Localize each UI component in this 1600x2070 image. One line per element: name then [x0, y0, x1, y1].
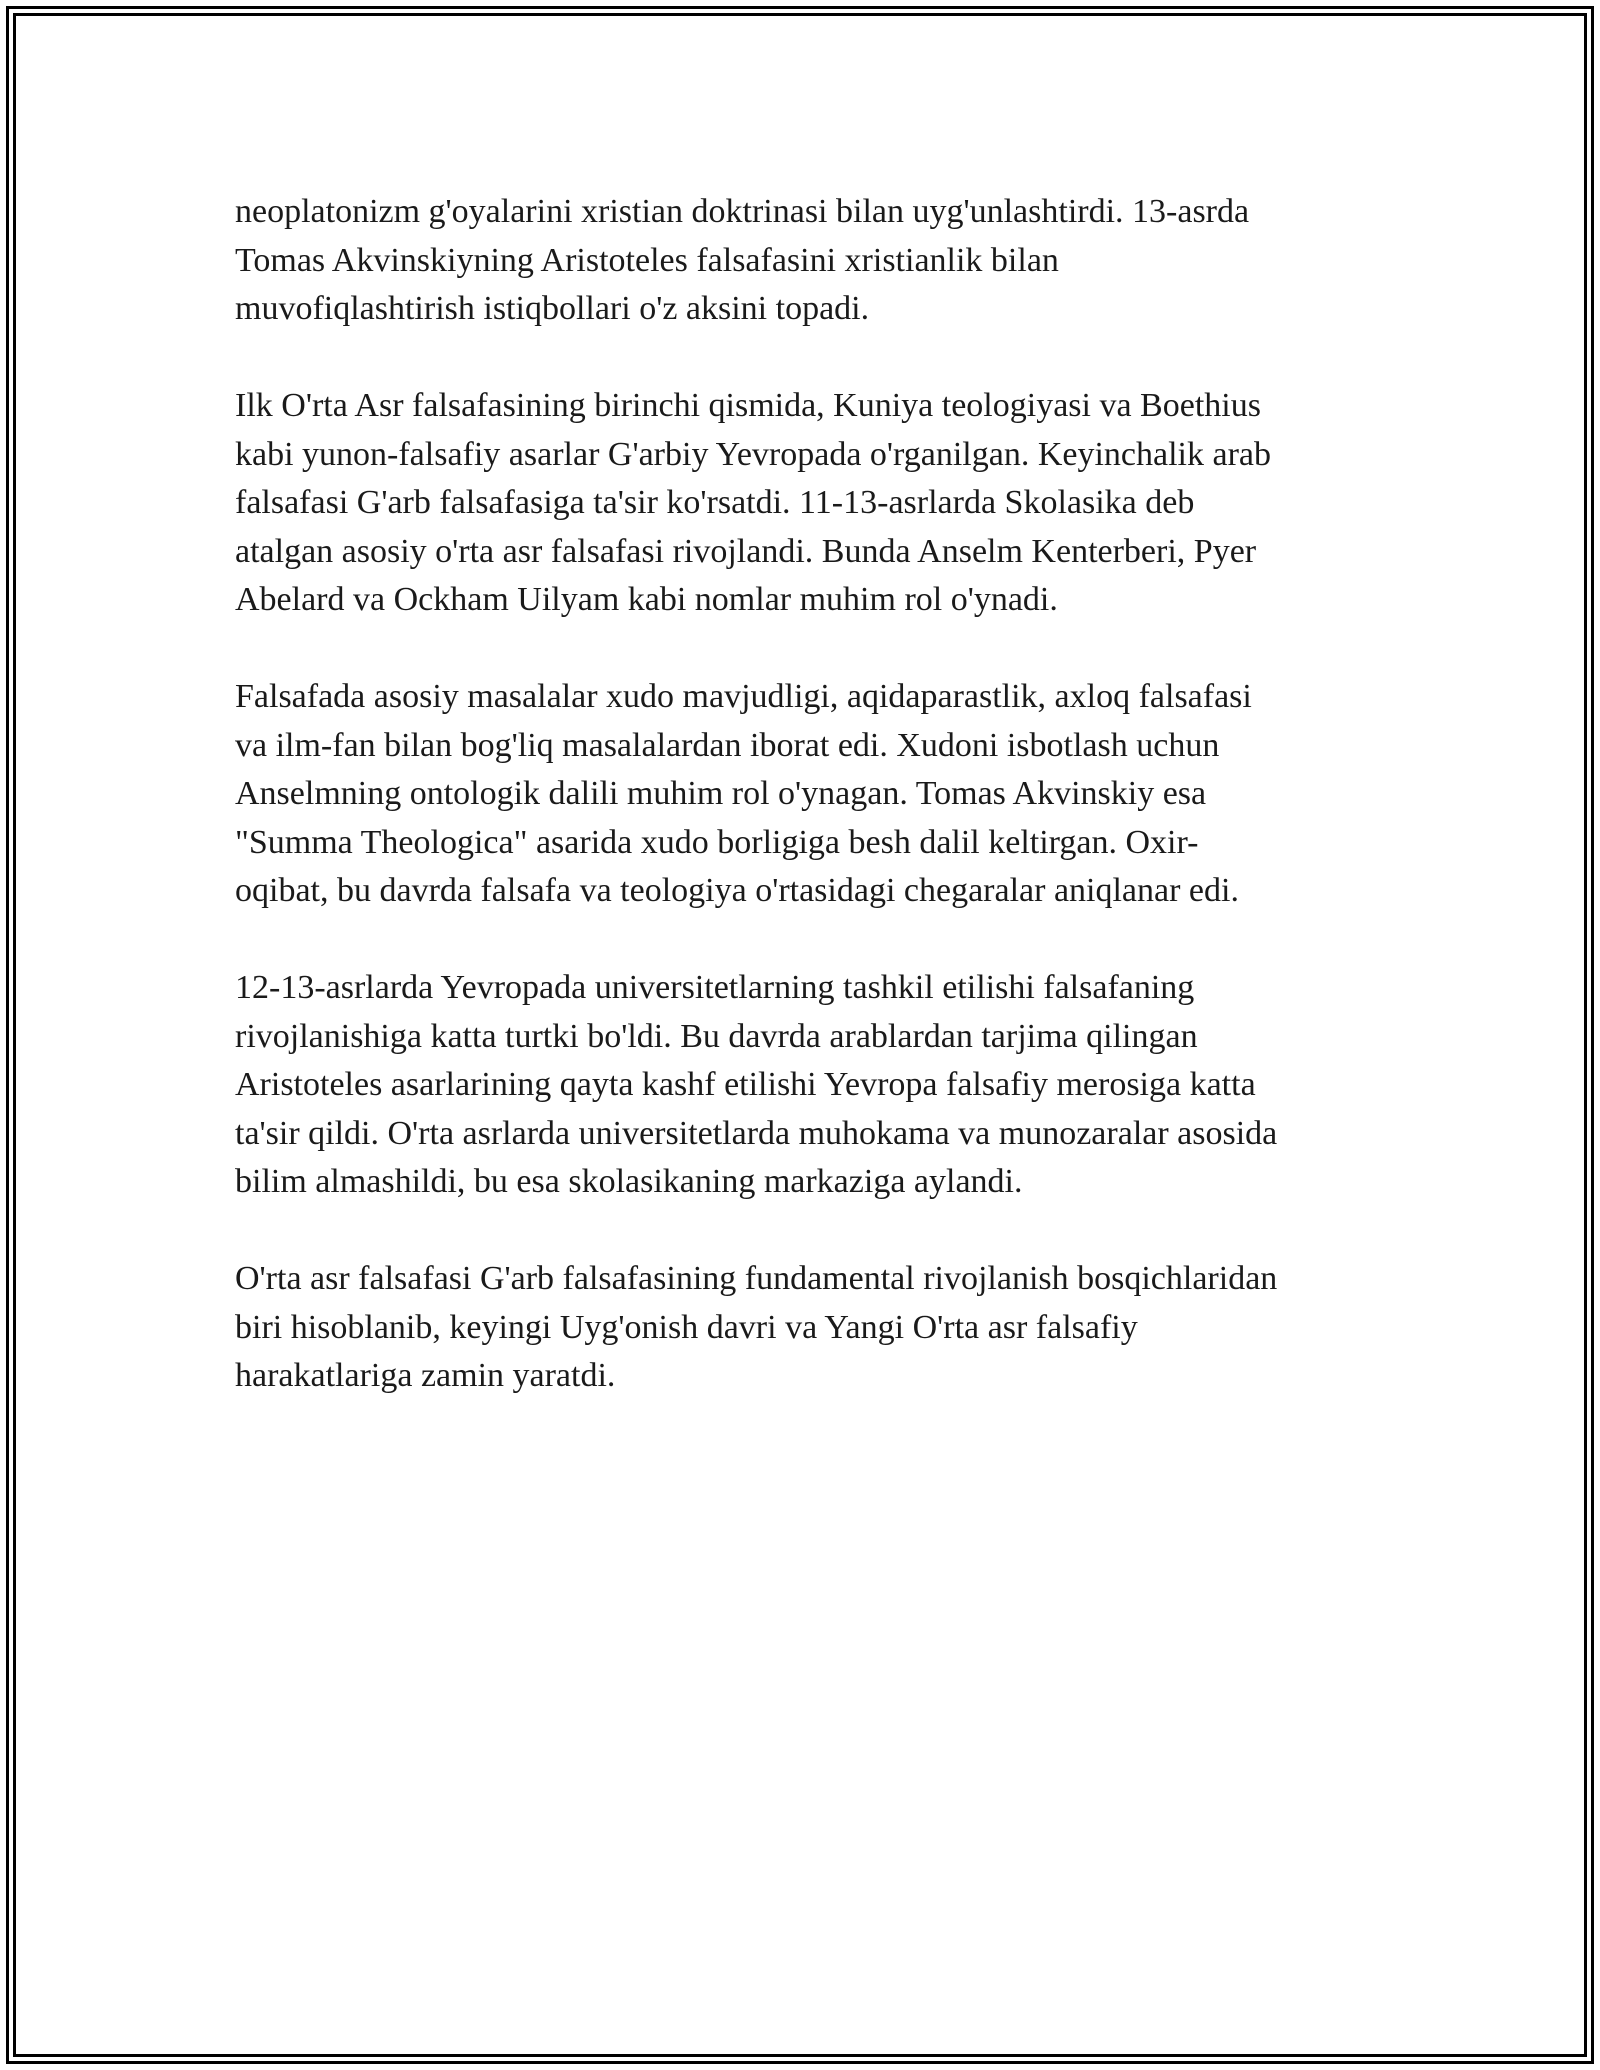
text-line: neoplatonizm g'oyalarini xristian doktrinasi bilan uyg'unlashtirdi. 13-asrda [235, 193, 1250, 230]
text-line: biri hisoblanib, keyingi Uyg'onish davri va Yangi O'rta asr falsafiy [235, 1308, 1138, 1346]
text-line: harakatlariga zamin yaratdi. [235, 1357, 616, 1394]
text-line: oqibat, bu davrda falsafa va teologiya o'rtasidagi chegaralar aniqlanar edi. [235, 872, 1239, 909]
text-line: Ilk O'rta Asr falsafasining birinchi qismida, Kuniya teologiyasi va Boethius [235, 387, 1261, 424]
paragraph-2 [235, 382, 1370, 625]
text-line: ta'sir qildi. O'rta asrlarda universitetlarda muhokama va munozaralar asosida [235, 1114, 1278, 1152]
text-line: Anselmning ontologik dalili muhim rol o'ynagan. Tomas Akvinskiy esa [235, 775, 1207, 812]
text-line: Abelard va Ockham Uilyam kabi nomlar muhim rol o'ynadi. [235, 581, 1058, 618]
text-line: Aristoteles asarlarining qayta kashf etilishi Yevropa falsafiy merosiga katta [235, 1066, 1256, 1103]
text-line: va ilm-fan bilan bog'liq masalalardan iborat edi. Xudoni isbotlash uchun [235, 726, 1220, 764]
document-body [235, 188, 1370, 1449]
text-line: rivojlanishiga katta turtki bo'ldi. Bu davrda arablardan tarjima qilingan [235, 1017, 1198, 1055]
text-line: O'rta asr falsafasi G'arb falsafasining fundamental rivojlanish bosqichlaridan [235, 1260, 1278, 1297]
text-line: bilim almashildi, bu esa skolasikaning markaziga aylandi. [235, 1163, 1023, 1200]
text-line: Tomas Akvinskiyning Aristoteles falsafasini xristianlik bilan [235, 241, 1059, 279]
paragraph-3 [235, 673, 1370, 916]
text-line: 12-13-asrlarda Yevropada universitetlarning tashkil etilishi falsafaning [235, 969, 1195, 1006]
text-line: "Summa Theologica" asarida xudo borligiga besh dalil keltirgan. Oxir- [235, 823, 1199, 861]
text-line: muvofiqlashtirish istiqbollari o'z aksini topadi. [235, 290, 870, 327]
text-line: atalgan asosiy o'rta asr falsafasi rivojlandi. Bunda Anselm Kenterberi, Pyer [235, 532, 1257, 570]
paragraph-4 [235, 964, 1370, 1207]
paragraph-1 [235, 188, 1370, 334]
text-line: falsafasi G'arb falsafasiga ta'sir ko'rsatdi. 11-13-asrlarda Skolasika deb [235, 484, 1195, 521]
text-line: Falsafada asosiy masalalar xudo mavjudligi, aqidaparastlik, axloq falsafasi [235, 678, 1252, 715]
text-line: kabi yunon-falsafiy asarlar G'arbiy Yevropada o'rganilgan. Keyinchalik arab [235, 435, 1272, 473]
paragraph-5 [235, 1255, 1370, 1401]
